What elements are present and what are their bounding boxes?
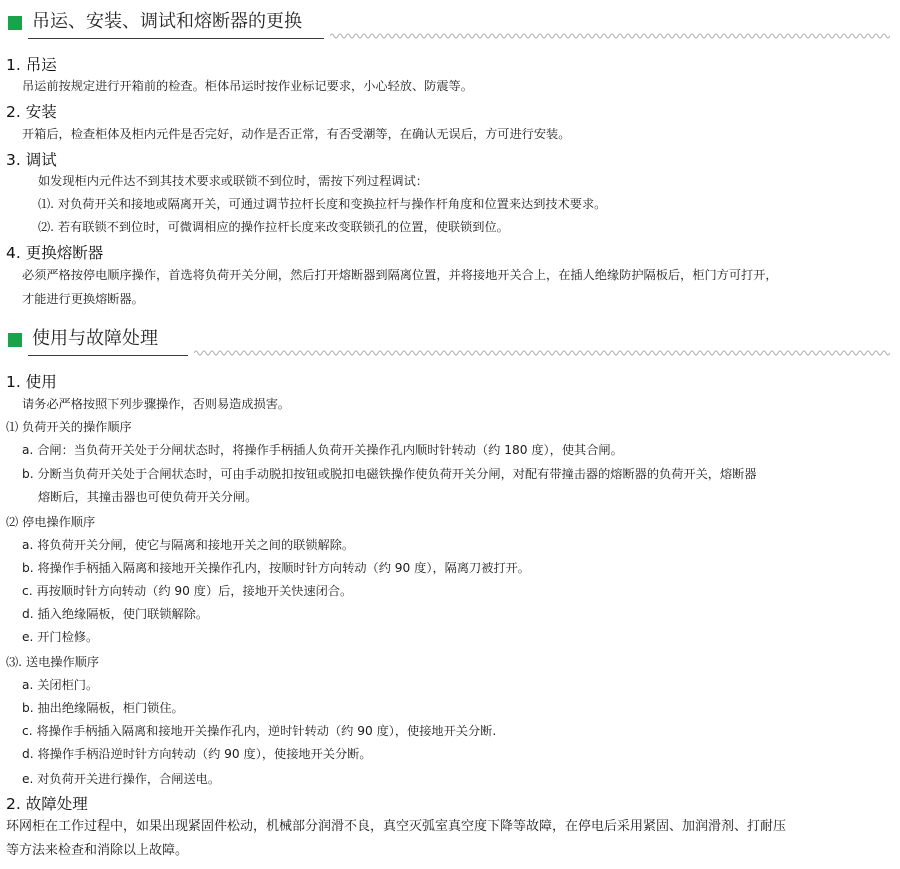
list-item: 熔断后，其撞击器也可使负荷开关分闸。 <box>38 490 258 504</box>
paragraph-line: 等方法来检查和消除以上故障。 <box>6 843 189 858</box>
item-heading-hoist: 1. 吊运 <box>6 56 57 74</box>
list-item: c. 将操作手柄插入隔离和接地开关操作孔内，逆时针转动（约 90 度），使接地开关分断. <box>22 724 497 738</box>
list-item: b. 分断当负荷开关处于合闸状态时，可由手动脱扣按钮或脱扣电磁铁操作使负荷开关分闸，对配有带撞击器的熔断器的负荷开关，熔断器 <box>22 467 757 481</box>
list-item: a. 合闸：当负荷开关处于分闸状态时，将操作手柄插人负荷开关操作孔内顺时针转动（约 180 度），使其合闸。 <box>22 443 623 457</box>
item-heading-debug: 3. 调试 <box>6 151 57 169</box>
wavy-line-path <box>194 351 890 355</box>
item-heading-install: 2. 安装 <box>6 103 57 121</box>
item-heading-use: 1. 使用 <box>6 373 57 391</box>
green-square-icon <box>8 333 22 347</box>
paragraph-line: 环网柜在工作过程中，如果出现紧固件松动，机械部分润滑不良，真空灭弧室真空度下降等故障，在停电后采用紧固、加润滑剂、打耐压 <box>6 819 787 834</box>
green-square-icon <box>8 16 22 30</box>
section-title: 使用与故障处理 <box>32 328 158 349</box>
paragraph-line: ⑵. 若有联锁不到位时，可微调相应的操作拉杆长度来改变联锁孔的位置，使联锁到位。 <box>38 220 509 234</box>
list-item: a. 将负荷开关分闸，使它与隔离和接地开关之间的联锁解除。 <box>22 538 355 552</box>
group-title: ⑴ 负荷开关的操作顺序 <box>6 420 132 434</box>
paragraph-line: 请务必严格按照下列步骤操作，否则易造成损害。 <box>22 397 291 411</box>
list-item: b. 将操作手柄插入隔离和接地开关操作孔内，按顺时针方向转动（约 90 度），隔离刀被打开。 <box>22 561 530 575</box>
section-header-install <box>0 8 900 38</box>
list-item: e. 开门检修。 <box>22 630 99 644</box>
item-heading-fuse: 4. 更换熔断器 <box>6 244 104 262</box>
item-heading-fault: 2. 故障处理 <box>6 795 88 813</box>
list-item: e. 对负荷开关进行操作，合闸送电。 <box>22 772 221 786</box>
paragraph-line: 才能进行更换熔断器。 <box>22 292 144 306</box>
list-item: b. 抽出绝缘隔板，柜门锁住。 <box>22 701 184 715</box>
paragraph-line: 如发现柜内元件达不到其技术要求或联锁不到位时，需按下列过程调试： <box>38 174 428 188</box>
paragraph-line: 必须严格按停电顺序操作，首选将负荷开关分闸，然后打开熔断器到隔离位置，并将接地开关合上，在插人绝缘防护隔板后，柜门方可打开， <box>22 268 778 282</box>
wavy-line-icon <box>194 347 890 359</box>
wavy-line-icon <box>330 30 890 42</box>
group-title: ⑵ 停电操作顺序 <box>6 515 96 529</box>
group-title: ⑶. 送电操作顺序 <box>6 655 100 669</box>
title-underline <box>28 327 188 356</box>
section-header-usage <box>0 325 900 355</box>
section-title: 吊运、安装、调试和熔断器的更换 <box>32 11 302 32</box>
paragraph-line: ⑴. 对负荷开关和接地或隔离开关，可通过调节拉杆长度和变换拉杆与操作杆角度和位置来达到技术要求。 <box>38 197 607 211</box>
wavy-line-path <box>330 34 890 38</box>
title-underline <box>28 10 324 39</box>
paragraph-line: 吊运前按规定进行开箱前的检查。柜体吊运时按作业标记要求，小心轻放、防震等。 <box>22 79 473 93</box>
list-item: d. 将操作手柄沿逆时针方向转动（约 90 度），使接地开关分断。 <box>22 747 372 761</box>
list-item: d. 插入绝缘隔板，使门联锁解除。 <box>22 607 209 621</box>
list-item: a. 关闭柜门。 <box>22 678 99 692</box>
paragraph-line: 开箱后，检查柜体及柜内元件是否完好，动作是否正常，有否受潮等，在确认无误后，方可进行安装。 <box>22 127 571 141</box>
list-item: c. 再按顺时针方向转动（约 90 度）后，接地开关快速闭合。 <box>22 584 353 598</box>
